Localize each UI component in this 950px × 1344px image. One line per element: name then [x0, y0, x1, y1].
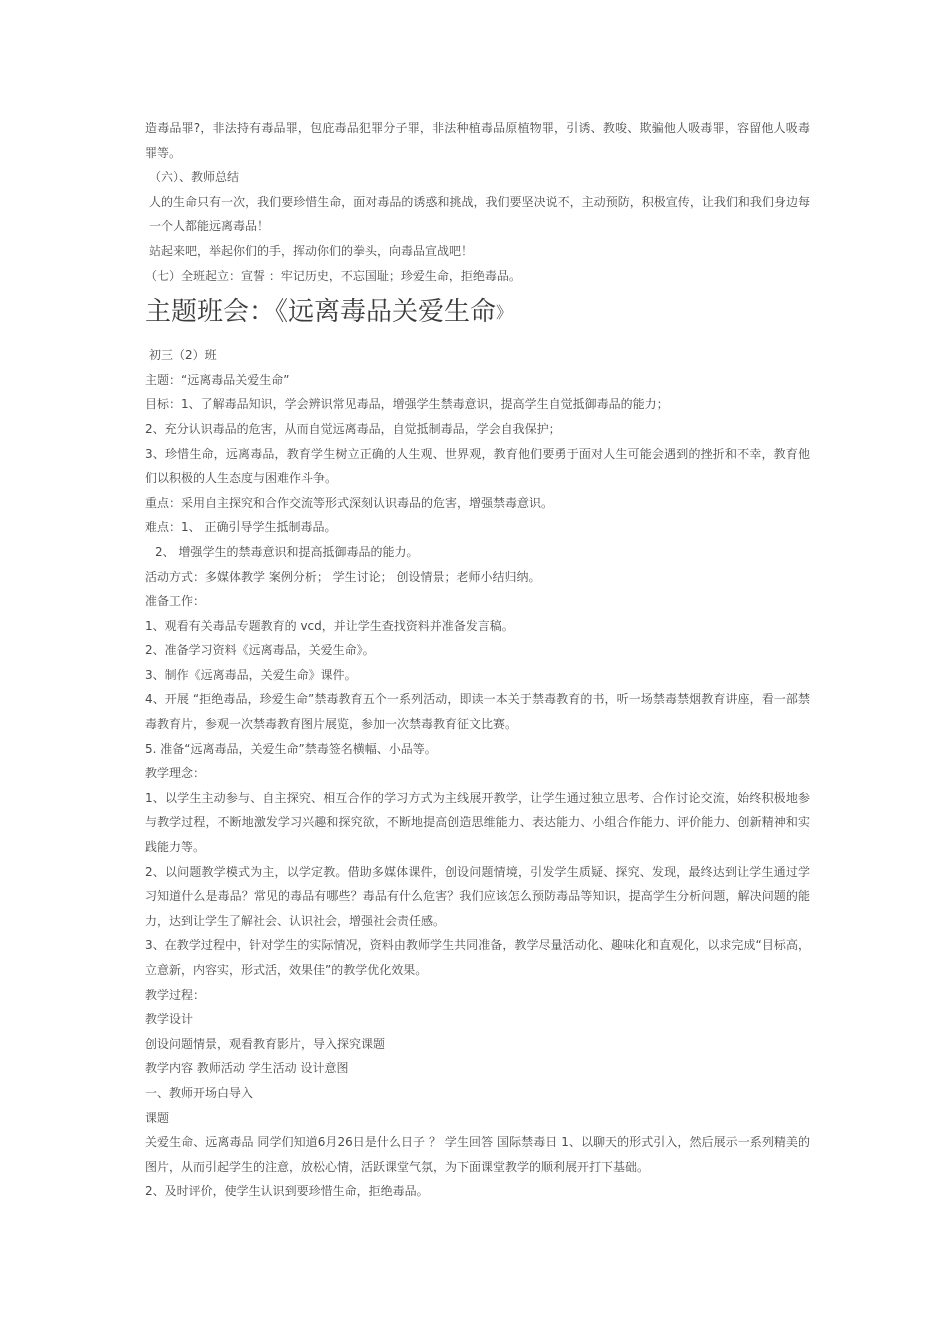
process-heading: 教学过程：	[145, 987, 206, 1002]
activity-method: 活动方式：多媒体教学 案例分析； 学生讨论； 创设情景；老师小结归纳。	[145, 569, 541, 584]
paragraph-summary: 人的生命只有一次，我们要珍惜生命，面对毒品的诱惑和挑战，我们要坚决说不，主动预防，积极宣传，让我们和我们身边每一个人都能远离毒品！	[149, 194, 810, 234]
prep-item-3: 3、制作《远离毒品，关爱生命》课件。	[145, 667, 357, 682]
page-title-main: 主题班会：《远离毒品关爱生命	[145, 297, 497, 328]
page-title-tail: 》	[496, 303, 513, 323]
prep-item-4: 4、开展 “拒绝毒品，珍爱生命”禁毒教育五个一系列活动，即读一本关于禁毒教育的书，听一场禁毒禁烟教育讲座，看一部禁毒教育片，参观一次禁毒教育图片展览，参加一次禁毒教育征文比赛。	[145, 692, 810, 732]
goal-3: 3、珍惜生命，远离毒品，教育学生树立正确的人生观、世界观，教育他们要勇于面对人生可能会遇到的挫折和不幸，教育他们以积极的人生态度与困难作斗争。	[145, 446, 810, 486]
opening-line: 一、教师开场白导入	[145, 1085, 254, 1100]
paragraph-call-to-action: 站起来吧，举起你们的手，挥动你们的拳头，向毒品宣战吧！	[149, 243, 474, 258]
prep-heading: 准备工作：	[145, 594, 206, 609]
prep-item-1: 1、观看有关毒品专题教育的 vcd，并让学生查找资料并准备发言稿。	[145, 618, 514, 633]
columns-line: 教学内容 教师活动 学生活动 设计意图	[145, 1061, 349, 1076]
goal-1: 目标：1、了解毒品知识，学会辨识常见毒品，增强学生禁毒意识，提高学生自觉抵御毒品的能力；	[145, 397, 669, 412]
class-label: 初三（2）班	[149, 348, 217, 363]
idea-heading: 教学理念：	[145, 766, 206, 781]
difficulty-1: 难点：1、 正确引导学生抵制毒品。	[145, 520, 337, 535]
idea-item-1: 1、以学生主动参与、自主探究、相互合作的学习方式为主线展开教学，让学生通过独立思考、合作讨论交流，始终积极地参与教学过程，不断地激发学习兴趣和探究欲，不断地提高创造思维能力、表达能力、小组合作能力、评价能力、创新精神和实践能力等。	[145, 790, 810, 855]
intro-paragraph: 关爱生命、远离毒品 同学们知道6月26日是什么日子 ？ 学生回答 国际禁毒日 1、以聊天的形式引入，然后展示一系列精美的图片，从而引起学生的注意，放松心情，活跃课堂气氛，为下面课堂教学的顺利展开打下基础。	[145, 1135, 810, 1174]
design-heading: 教学设计	[145, 1012, 194, 1027]
prep-item-5: 5. 准备“远离毒品，关爱生命”禁毒签名横幅、小品等。	[145, 741, 437, 756]
topic-line: 课题	[145, 1110, 170, 1125]
scene-line: 创设问题情景，观看教育影片，导入探究课题	[145, 1036, 386, 1051]
difficulty-2: 2、 增强学生的禁毒意识和提高抵御毒品的能力。	[155, 544, 419, 559]
idea-item-3: 3、在教学过程中，针对学生的实际情况，资料由教师学生共同准备，教学尽量活动化、趣味化和直观化，以求完成“目标高，立意新，内容实，形式活，效果佳”的教学优化效果。	[145, 938, 810, 977]
goal-2: 2、充分认识毒品的危害，从而自觉远离毒品，自觉抵制毒品，学会自我保护；	[145, 421, 561, 436]
focus-line: 重点：采用自主探究和合作交流等形式深刻认识毒品的危害，增强禁毒意识。	[145, 495, 554, 510]
heading-teacher-summary: （六）、教师总结	[149, 170, 240, 185]
paragraph-crimes: 造毒品罪?，非法持有毒品罪，包庇毒品犯罪分子罪，非法种植毒品原植物罪，引诱、教唆、欺骗他人吸毒罪，容留他人吸毒罪等。	[145, 121, 810, 160]
idea-item-2: 2、以问题教学模式为主，以学定教。借助多媒体课件，创设问题情境，引发学生质疑、探究、发现，最终达到让学生通过学习知道什么是毒品？常见的毒品有哪些？毒品有什么危害？我们应该怎么预防毒品等知识，提高学生分析问题，解决问题的能力，达到让学生了解社会、认识社会，增强社会责任感。	[145, 864, 810, 928]
prep-item-2: 2、准备学习资料《远离毒品，关爱生命》。	[145, 643, 375, 658]
evaluation-line: 2、及时评价，使学生认识到要珍惜生命，拒绝毒品。	[145, 1184, 429, 1199]
paragraph-oath: （七）全班起立：宣誓 ：牢记历史，不忘国耻；珍爱生命，拒绝毒品。	[145, 268, 521, 283]
document-page	[145, 116, 810, 1204]
page-title	[145, 292, 810, 333]
theme-line: 主题：“远离毒品关爱生命”	[145, 372, 290, 387]
